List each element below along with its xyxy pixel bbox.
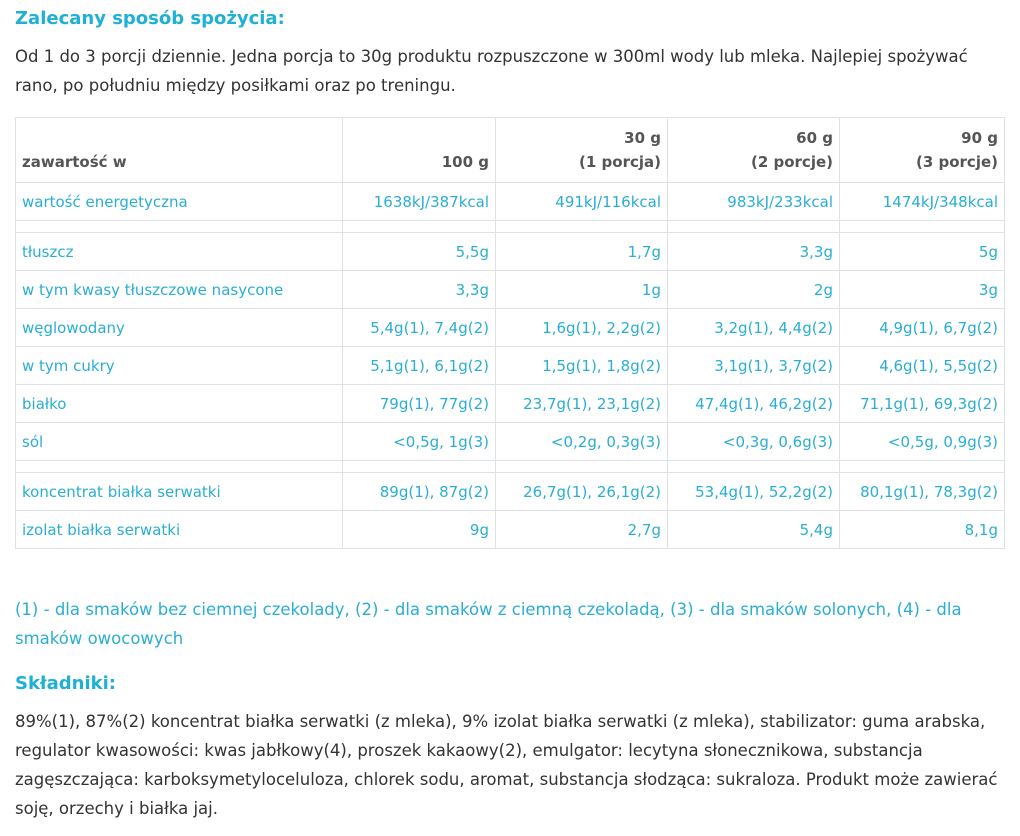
cell-100g: 9g	[343, 511, 496, 549]
row-label: białko	[16, 385, 343, 423]
cell-30g: <0,2g, 0,3g(3)	[496, 423, 668, 461]
row-label: w tym cukry	[16, 347, 343, 385]
cell-30g: 1g	[496, 271, 668, 309]
header-col-90g: 90 g (3 porcje)	[840, 118, 1005, 183]
header-col-100g: 100 g	[343, 118, 496, 183]
cell-100g: 5,4g(1), 7,4g(2)	[343, 309, 496, 347]
cell-60g: 3,3g	[668, 233, 840, 271]
cell-90g: 8,1g	[840, 511, 1005, 549]
table-row	[16, 309, 1005, 347]
cell-90g: 80,1g(1), 78,3g(2)	[840, 473, 1005, 511]
table-row	[16, 423, 1005, 461]
nutrition-table	[15, 117, 1005, 549]
cell-30g: 26,7g(1), 26,1g(2)	[496, 473, 668, 511]
header-label: zawartość w	[16, 118, 343, 183]
cell-60g: 5,4g	[668, 511, 840, 549]
table-row	[16, 385, 1005, 423]
table-row	[16, 233, 1005, 271]
row-label: w tym kwasy tłuszczowe nasycone	[16, 271, 343, 309]
cell-100g: <0,5g, 1g(3)	[343, 423, 496, 461]
row-label: sól	[16, 423, 343, 461]
cell-30g: 2,7g	[496, 511, 668, 549]
cell-30g: 491kJ/116kcal	[496, 183, 668, 221]
cell-100g: 1638kJ/387kcal	[343, 183, 496, 221]
cell-90g: 71,1g(1), 69,3g(2)	[840, 385, 1005, 423]
table-row	[16, 271, 1005, 309]
cell-30g: 1,5g(1), 1,8g(2)	[496, 347, 668, 385]
cell-30g: 1,7g	[496, 233, 668, 271]
header-col-30g: 30 g (1 porcja)	[496, 118, 668, 183]
cell-60g: 53,4g(1), 52,2g(2)	[668, 473, 840, 511]
row-label: izolat białka serwatki	[16, 511, 343, 549]
cell-60g: 47,4g(1), 46,2g(2)	[668, 385, 840, 423]
table-row	[16, 511, 1005, 549]
table-row	[16, 473, 1005, 511]
cell-90g: 5g	[840, 233, 1005, 271]
cell-90g: 1474kJ/348kcal	[840, 183, 1005, 221]
row-label: węglowodany	[16, 309, 343, 347]
cell-60g: <0,3g, 0,6g(3)	[668, 423, 840, 461]
cell-90g: 4,9g(1), 6,7g(2)	[840, 309, 1005, 347]
cell-90g: <0,5g, 0,9g(3)	[840, 423, 1005, 461]
usage-heading: Zalecany sposób spożycia:	[15, 8, 285, 29]
spacer-row	[16, 221, 1005, 233]
cell-60g: 2g	[668, 271, 840, 309]
cell-90g: 4,6g(1), 5,5g(2)	[840, 347, 1005, 385]
cell-60g: 983kJ/233kcal	[668, 183, 840, 221]
cell-100g: 89g(1), 87g(2)	[343, 473, 496, 511]
cell-100g: 5,1g(1), 6,1g(2)	[343, 347, 496, 385]
ingredients-heading: Składniki:	[15, 673, 116, 694]
cell-30g: 23,7g(1), 23,1g(2)	[496, 385, 668, 423]
table-row	[16, 183, 1005, 221]
header-col-60g: 60 g (2 porcje)	[668, 118, 840, 183]
spacer-row	[16, 461, 1005, 473]
cell-100g: 79g(1), 77g(2)	[343, 385, 496, 423]
table-header-row	[16, 118, 1005, 183]
table-row	[16, 347, 1005, 385]
cell-100g: 5,5g	[343, 233, 496, 271]
row-label: wartość energetyczna	[16, 183, 343, 221]
row-label: tłuszcz	[16, 233, 343, 271]
cell-30g: 1,6g(1), 2,2g(2)	[496, 309, 668, 347]
row-label: koncentrat białka serwatki	[16, 473, 343, 511]
cell-100g: 3,3g	[343, 271, 496, 309]
cell-60g: 3,1g(1), 3,7g(2)	[668, 347, 840, 385]
usage-text: Od 1 do 3 porcji dziennie. Jedna porcja to 30g produktu rozpuszczone w 300ml wody lub mleka. Najlepiej spożywać rano, po południu między posiłkami oraz po treningu.	[15, 47, 968, 95]
ingredients-text: 89%(1), 87%(2) koncentrat białka serwatki (z mleka), 9% izolat białka serwatki (z mleka), stabilizator: guma arabska, regulator kwasowości: kwas jabłkowy(4), proszek kakaowy(2), emulgator: lecytyna słonecznikowa, substancja zagęszczająca: karboksymetyloceluloza, chlorek sodu, aromat, substancja słodząca: sukraloza. Produkt może zawierać soję, orzechy i białka jaj.	[15, 712, 998, 818]
cell-60g: 3,2g(1), 4,4g(2)	[668, 309, 840, 347]
cell-90g: 3g	[840, 271, 1005, 309]
footnote: (1) - dla smaków bez ciemnej czekolady, (2) - dla smaków z ciemną czekoladą, (3) - dla smaków solonych, (4) - dla smaków owocowych	[15, 600, 962, 648]
